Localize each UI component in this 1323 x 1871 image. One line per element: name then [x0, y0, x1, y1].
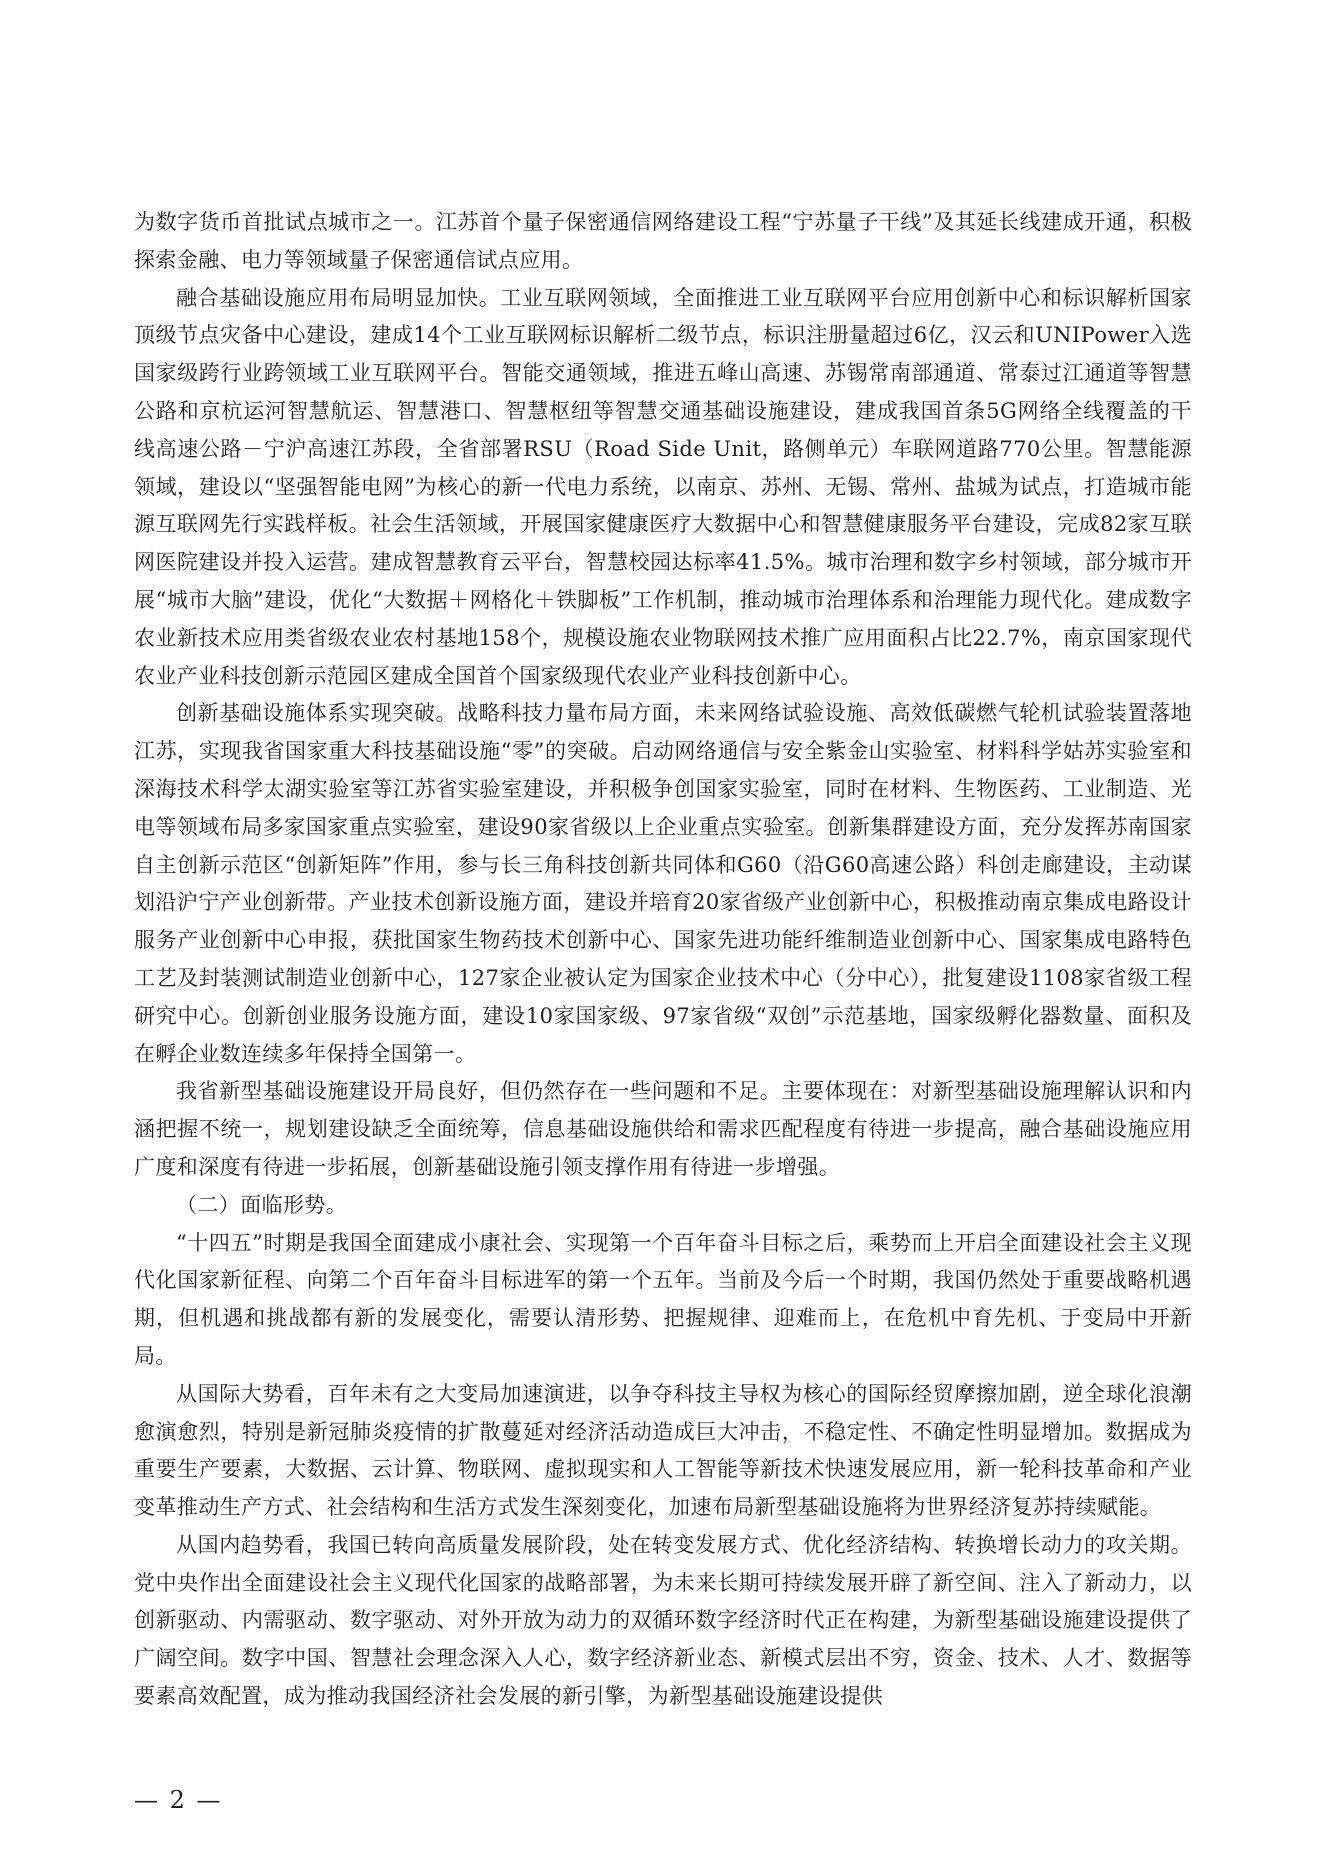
paragraph-domestic-trend: 从国内趋势看，我国已转向高质量发展阶段，处在转变发展方式、优化经济结构、转换增长动力的攻关期。党中央作出全面建设社会主义现代化国家的战略部署，为未来长期可持续发展开辟了新空间、注入了新动力，以创新驱动、内需驱动、数字驱动、对外开放为动力的双循环数字经济时代正在构建，为新型基础设施建设提供了广阔空间。数字中国、智慧社会理念深入人心，数字经济新业态、新模式层出不穷，资金、技术、人才、数据等要素高效配置，成为推动我国经济社会发展的新引擎，为新型基础设施建设提供 — [134, 1532, 1192, 1709]
page-number: — 2 — — [134, 1786, 223, 1814]
body-text — [134, 204, 1192, 1716]
paragraph-continuation: 为数字货币首批试点城市之一。江苏首个量子保密通信网络建设工程“宁苏量子干线”及其延长线建成开通，积极探索金融、电力等领域量子保密通信试点应用。 — [134, 210, 1192, 272]
paragraph-14th-five-year: “十四五”时期是我国全面建成小康社会、实现第一个百年奋斗目标之后，乘势而上开启全面建设社会主义现代化国家新征程、向第二个百年奋斗目标进军的第一个五年。当前及今后一个时期，我国仍然处于重要战略机遇期，但机遇和挑战都有新的发展变化，需要认清形势、把握规律、迎难而上，在危机中育先机、于变局中开新局。 — [134, 1230, 1192, 1368]
paragraph-innovation-infrastructure: 创新基础设施体系实现突破。战略科技力量布局方面，未来网络试验设施、高效低碳燃气轮机试验装置落地江苏，实现我省国家重大科技基础设施“零”的突破。启动网络通信与安全紫金山实验室、材料科学姑苏实验室和深海技术科学太湖实验室等江苏省实验室建设，并积极争创国家实验室，同时在材料、生物医药、工业制造、光电等领域布局多家国家重点实验室，建设90家省级以上企业重点实验室。创新集群建设方面，充分发挥苏南国家自主创新示范区“创新矩阵”作用，参与长三角科技创新共同体和G60（沿G60高速公路）科创走廊建设，主动谋划沿沪宁产业创新带。产业技术创新设施方面，建设并培育20家省级产业创新中心，积极推动南京集成电路设计服务产业创新中心申报，获批国家生物药技术创新中心、国家先进功能纤维制造业创新中心、国家集成电路特色工艺及封装测试制造业创新中心，127家企业被认定为国家企业技术中心（分中心），批复建设1108家省级工程研究中心。创新创业服务设施方面，建设10家国家级、97家省级“双创”示范基地，国家级孵化器数量、面积及在孵企业数连续多年保持全国第一。 — [134, 701, 1192, 1066]
section-heading-situation: （二）面临形势。 — [176, 1192, 348, 1217]
paragraph-problems: 我省新型基础设施建设开局良好，但仍然存在一些问题和不足。主要体现在：对新型基础设施理解认识和内涵把握不统一，规划建设缺乏全面统筹，信息基础设施供给和需求匹配程度有待进一步提高，融合基础设施应用广度和深度有待进一步拓展，创新基础设施引领支撑作用有待进一步增强。 — [134, 1079, 1192, 1179]
paragraph-integrated-infrastructure: 融合基础设施应用布局明显加快。工业互联网领域，全面推进工业互联网平台应用创新中心和标识解析国家顶级节点灾备中心建设，建成14个工业互联网标识解析二级节点，标识注册量超过6亿，汉云和UNIPower入选国家级跨行业跨领域工业互联网平台。智能交通领域，推进五峰山高速、苏锡常南部通道、常泰过江通道等智慧公路和京杭运河智慧航运、智慧港口、智慧枢纽等智慧交通基础设施建设，建成我国首条5G网络全线覆盖的干线高速公路－宁沪高速江苏段，全省部署RSU（Road Side Unit，路侧单元）车联网道路770公里。智慧能源领域，建设以“坚强智能电网”为核心的新一代电力系统，以南京、苏州、无锡、常州、盐城为试点，打造城市能源互联网先行实践样板。社会生活领域，开展国家健康医疗大数据中心和智慧健康服务平台建设，完成82家互联网医院建设并投入运营。建成智慧教育云平台，智慧校园达标率41.5%。城市治理和数字乡村领域，部分城市开展“城市大脑”建设，优化“大数据＋网格化＋铁脚板”工作机制，推动城市治理体系和治理能力现代化。建成数字农业新技术应用类省级农业农村基地158个，规模设施农业物联网技术推广应用面积占比22.7%，南京国家现代农业产业科技创新示范园区建成全国首个国家级现代农业产业科技创新中心。 — [134, 285, 1192, 688]
paragraph-international-trend: 从国际大势看，百年未有之大变局加速演进，以争夺科技主导权为核心的国际经贸摩擦加剧，逆全球化浪潮愈演愈烈，特别是新冠肺炎疫情的扩散蔓延对经济活动造成巨大冲击，不稳定性、不确定性明显增加。数据成为重要生产要素，大数据、云计算、物联网、虚拟现实和人工智能等新技术快速发展应用，新一轮科技革命和产业变革推动生产方式、社会结构和生活方式发生深刻变化，加速布局新型基础设施将为世界经济复苏持续赋能。 — [134, 1381, 1192, 1520]
